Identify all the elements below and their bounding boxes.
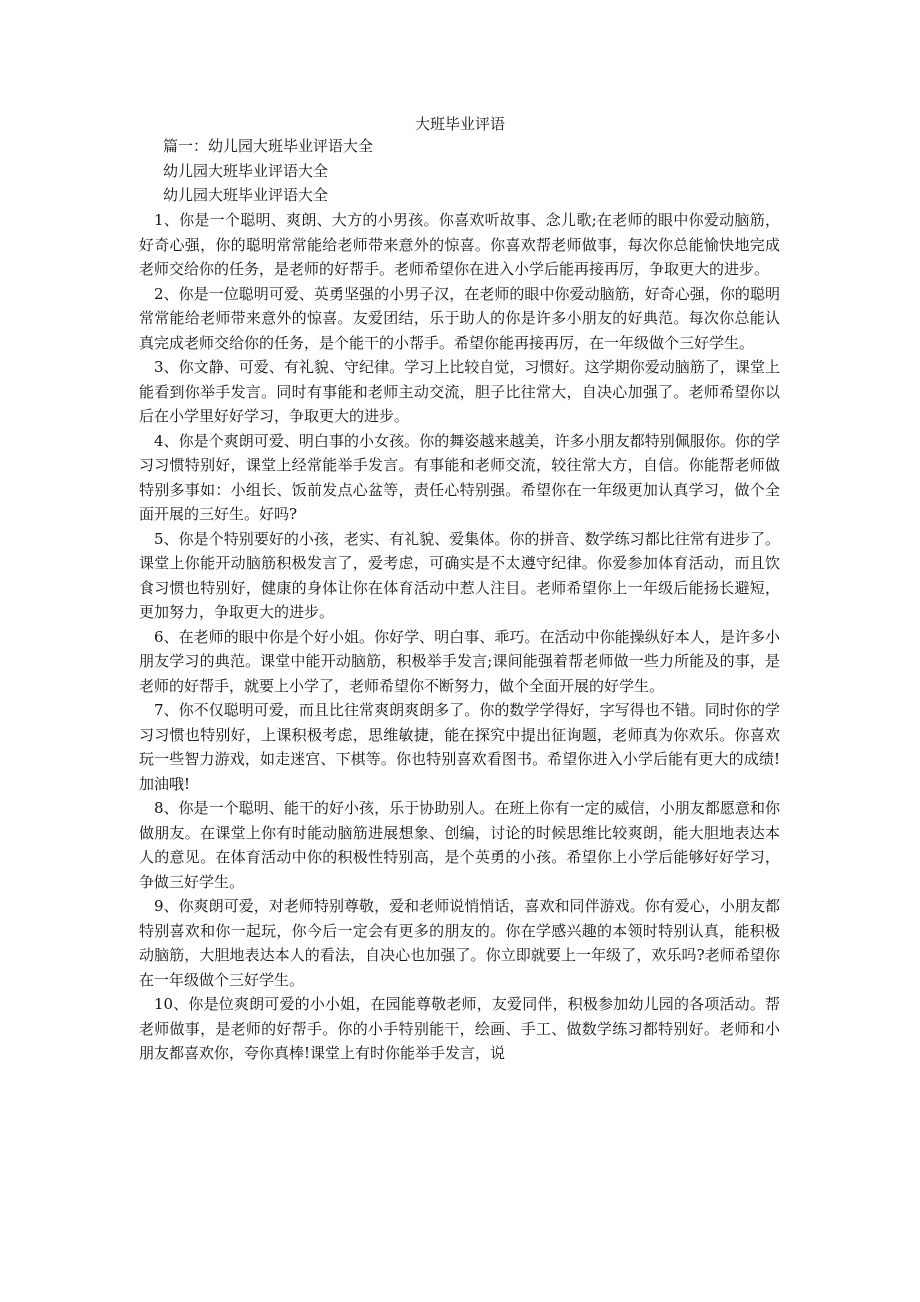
paragraph: 3、你文静、可爱、有礼貌、守纪律。学习上比较自觉，习惯好。这学期你爱动脑筋了，课堂上能看到你举手发言。同时有事能和老师主动交流，胆子比往常大，自决心加强了。老师希望你以后在小学里好好学习，争取更大的进步。 xyxy=(139,358,780,425)
section-subheading: 幼儿园大班毕业评语大全 xyxy=(163,186,329,204)
paragraph: 8、你是一个聪明、能干的好小孩，乐于协助别人。在班上你有一定的威信，小朋友都愿意和你做朋友。在课堂上你有时能动脑筋进展想象、创编，讨论的时候思维比较爽朗，能大胆地表达本人的意见。在体育活动中你的积极性特别高，是个英勇的小孩。希望你上小学后能够好好学习，争做三好学生。 xyxy=(139,799,780,891)
document-title: 大班毕业评语 xyxy=(414,115,505,133)
paragraph: 2、你是一位聪明可爱、英勇坚强的小男子汉，在老师的眼中你爱动脑筋，好奇心强，你的聪明常常能给老师带来意外的惊喜。友爱团结，乐于助人的你是许多小朋友的好典范。每次你总能认真完成老师交给你的任务，是个能干的小帮手。希望你能再接再厉，在一年级做个三好学生。 xyxy=(139,284,780,352)
paragraph: 10、你是位爽朗可爱的小小姐，在园能尊敬老师，友爱同伴，积极参加幼儿园的各项活动。帮老师做事，是老师的好帮手。你的小手特别能干，绘画、手工、做数学练习都特别好。老师和小朋友都喜欢你，夸你真棒!课堂上有时你能举手发言，说 xyxy=(139,995,780,1062)
paragraph: 7、你不仅聪明可爱，而且比往常爽朗爽朗多了。你的数学学得好，字写得也不错。同时你的学习习惯也特别好，上课积极考虑，思维敏捷，能在探究中提出征询题，老师真为你欢乐。你喜欢玩一些智力游戏，如走迷宫、下棋等。你也特别喜欢看图书。希望你进入小学后能有更大的成绩!加油哦! xyxy=(139,701,780,793)
section-heading: 篇一：幼儿园大班毕业评语大全 xyxy=(163,137,374,155)
document-body xyxy=(139,208,780,1066)
paragraph: 4、你是个爽朗可爱、明白事的小女孩。你的舞姿越来越美，许多小朋友都特别佩服你。你的学习习惯特别好，课堂上经常能举手发言。有事能和老师交流，较往常大方，自信。你能帮老师做特别多事如：小组长、饭前发点心盆等，责任心特别强。希望你在一年级更加认真学习，做个全面开展的三好生。好吗? xyxy=(139,431,780,523)
paragraph: 1、你是一个聪明、爽朗、大方的小男孩。你喜欢听故事、念儿歌;在老师的眼中你爱动脑筋，好奇心强，你的聪明常常能给老师带来意外的惊喜。你喜欢帮老师做事，每次你总能愉快地完成老师交给你的任务，是老师的好帮手。老师希望你在进入小学后能再接再厉，争取更大的进步。 xyxy=(139,211,780,278)
section-subheading: 幼儿园大班毕业评语大全 xyxy=(163,161,329,180)
heading-block xyxy=(163,134,803,208)
paragraph: 5、你是个特别要好的小孩，老实、有礼貌、爱集体。你的拼音、数学练习都比往常有进步了。课堂上你能开动脑筋积极发言了，爱考虑，可确实是不太遵守纪律。你爱参加体育活动，而且饮食习惯也特别好，健康的身体让你在体育活动中惹人注目。老师希望你上一年级后能扬长避短，更加努力，争取更大的进步。 xyxy=(139,529,780,621)
paragraph: 6、在老师的眼中你是个好小姐。你好学、明白事、乖巧。在活动中你能操纵好本人，是许多小朋友学习的典范。课堂中能开动脑筋，积极举手发言;课间能强着帮老师做一些力所能及的事，是老师的好帮手，就要上小学了，老师希望你不断努力，做个全面开展的好学生。 xyxy=(139,627,780,695)
paragraph: 9、你爽朗可爱，对老师特别尊敬，爱和老师说悄悄话，喜欢和同伴游戏。你有爱心，小朋友都特别喜欢和你一起玩，你今后一定会有更多的朋友的。你在学感兴趣的本领时特别认真，能积极动脑筋，大胆地表达本人的看法，自决心也加强了。你立即就要上一年级了，欢乐吗?老师希望你在一年级做个三好学生。 xyxy=(139,897,780,989)
